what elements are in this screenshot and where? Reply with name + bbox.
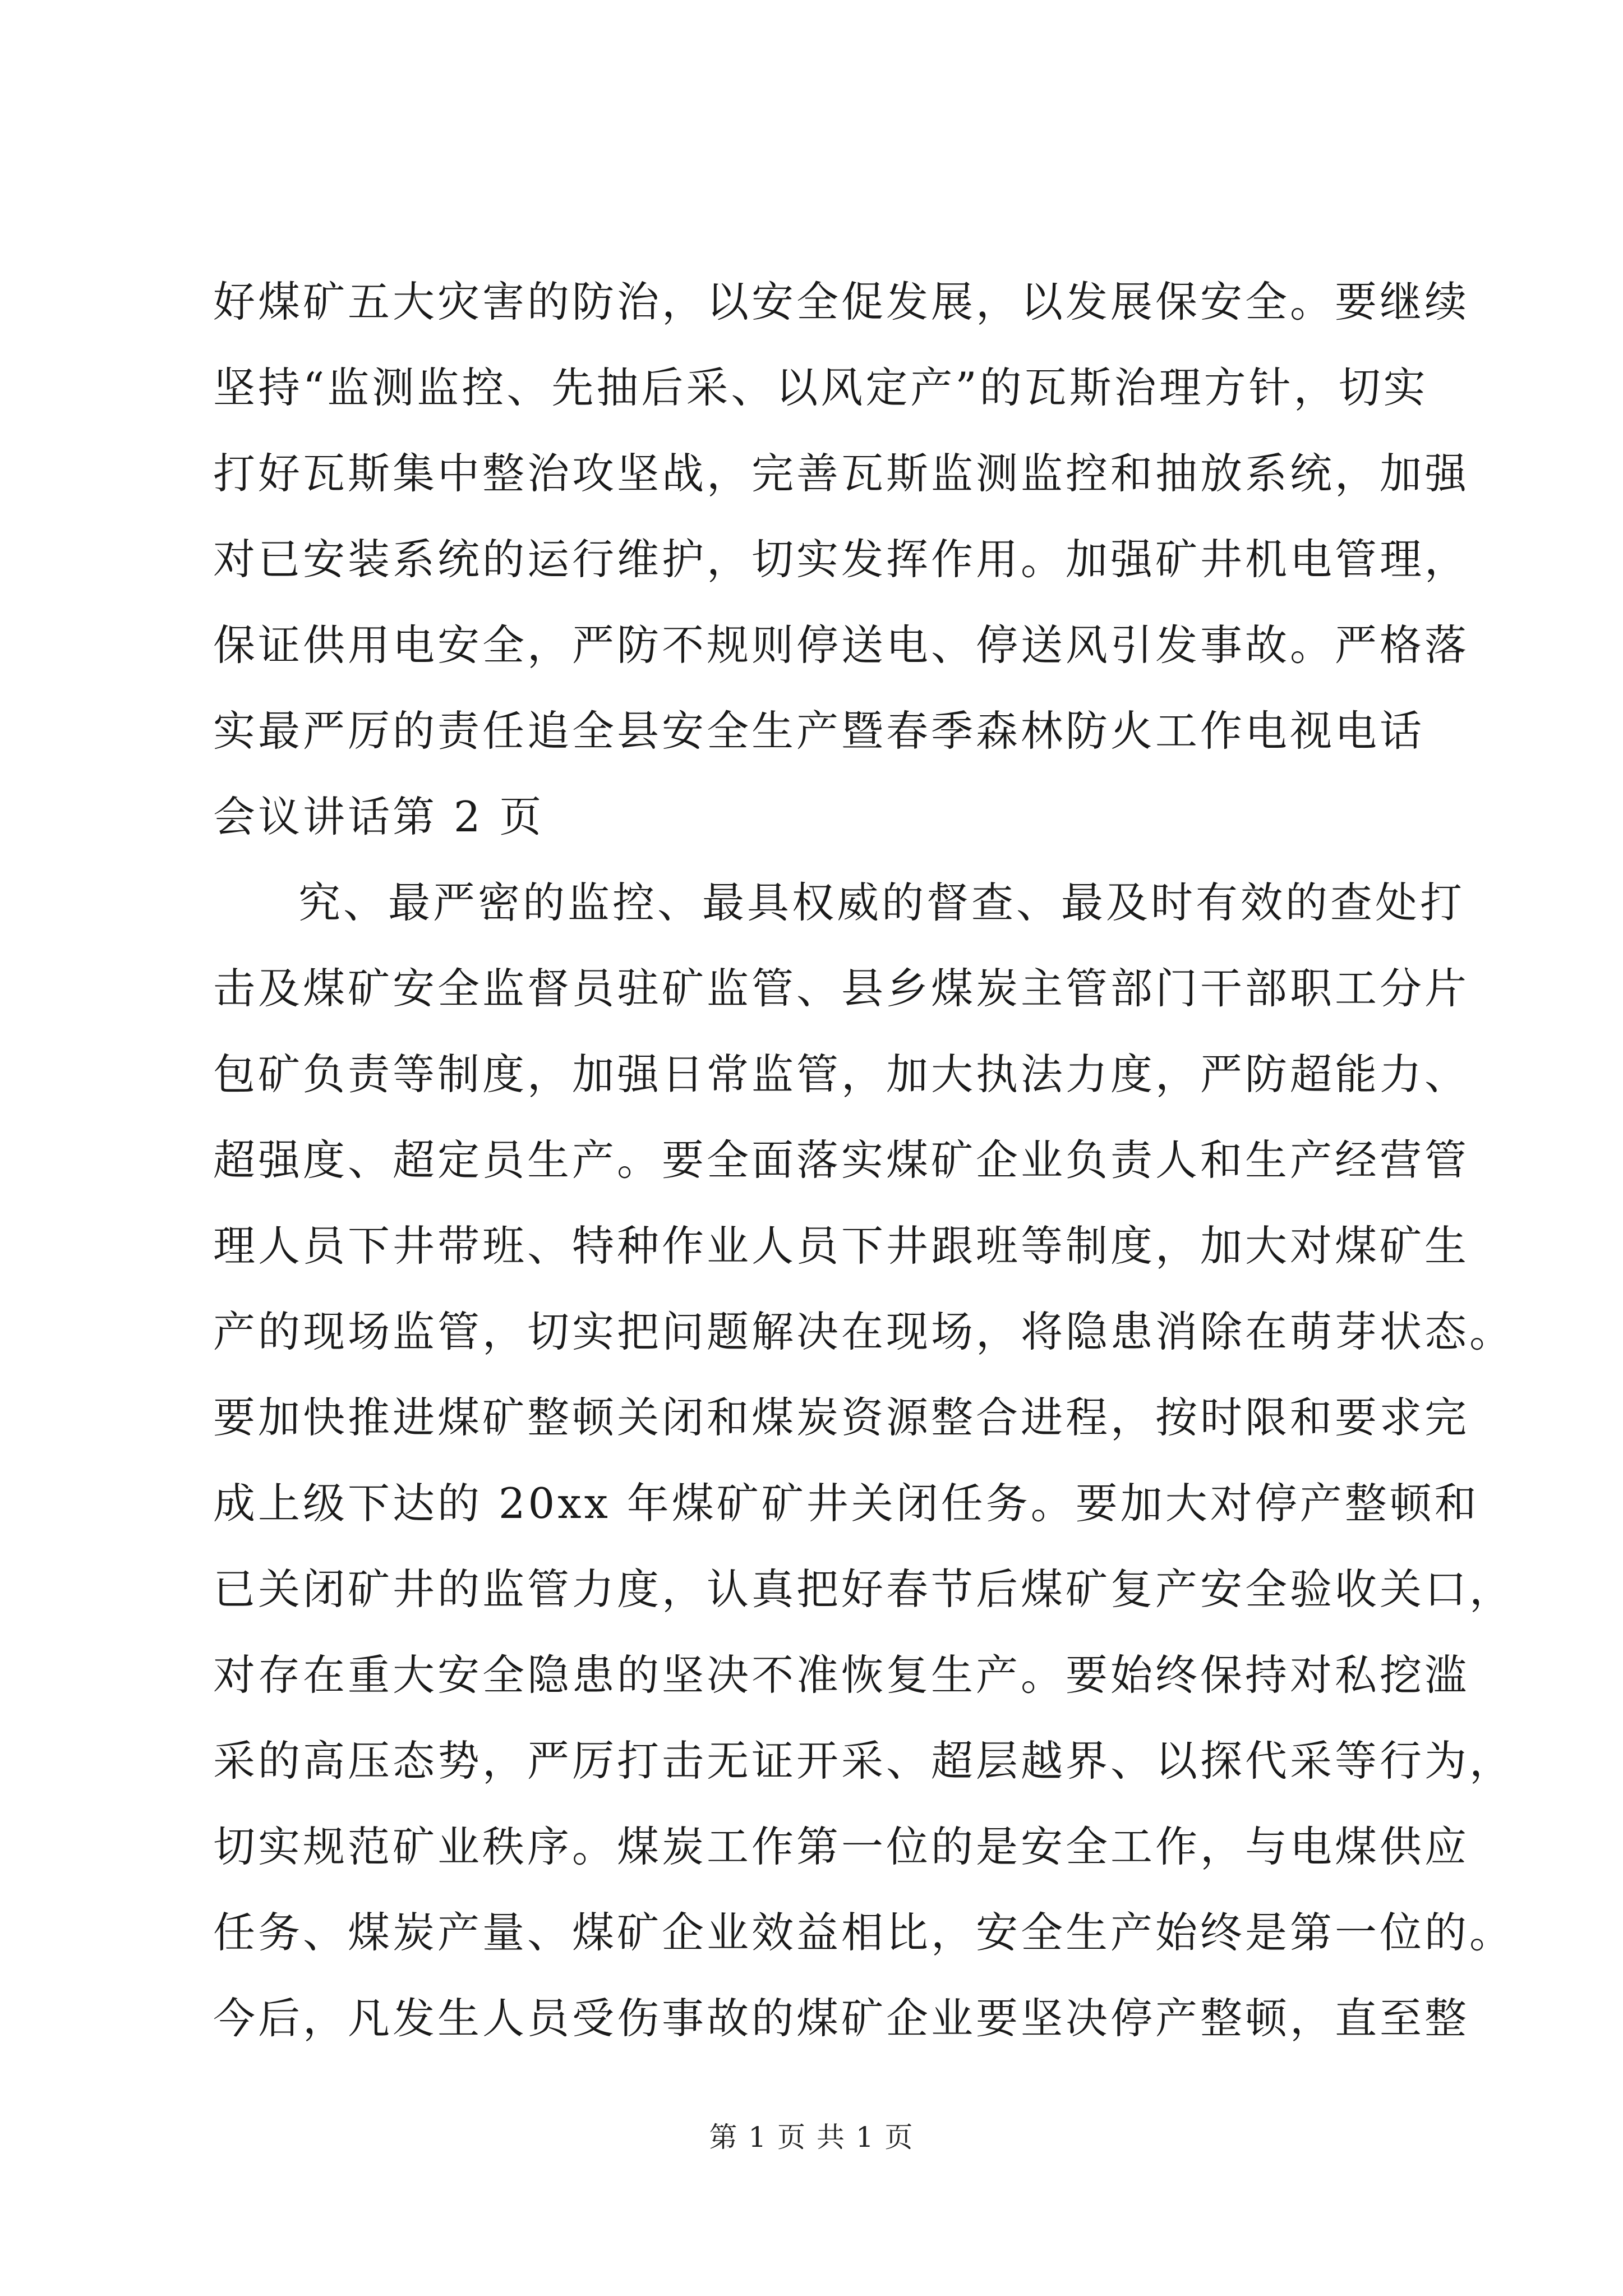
page-number-footer: 第 1 页 共 1 页 [709,2121,914,2154]
text-line: 坚持“监测监控、先抽后采、以风定产”的瓦斯治理方针，切实 [213,363,1428,412]
text-line: 成上级下达的 20xx 年煤矿矿井关闭任务。要加大对停产整顿和 [213,1479,1479,1528]
paragraph-1 [213,259,1470,860]
text-line: 对已安装系统的运行维护，切实发挥作用。加强矿井机电管理， [213,535,1470,584]
paragraph-2 [213,860,1515,2062]
text-line: 保证供用电安全，严防不规则停送电、停送风引发事故。严格落 [213,620,1470,670]
text-line: 超强度、超定员生产。要全面落实煤矿企业负责人和生产经营管 [213,1135,1470,1185]
text-line: 会议讲话第 2 页 [213,792,545,841]
document-body [213,259,1515,2062]
text-line: 已关闭矿井的监管力度，认真把好春节后煤矿复产安全验收关口， [213,1565,1515,1614]
text-line: 理人员下井带班、特种作业人员下井跟班等制度，加大对煤矿生 [213,1221,1470,1271]
text-line: 打好瓦斯集中整治攻坚战，完善瓦斯监测监控和抽放系统，加强 [213,449,1470,498]
text-line: 对存在重大安全隐患的坚决不准恢复生产。要始终保持对私挖滥 [213,1650,1470,1700]
text-line: 究、最严密的监控、最具权威的督查、最及时有效的查处打 [298,878,1465,927]
text-line: 切实规范矿业秩序。煤炭工作第一位的是安全工作，与电煤供应 [213,1822,1470,1871]
text-line: 采的高压态势，严厉打击无证开采、超层越界、以探代采等行为， [213,1736,1515,1786]
text-line: 产的现场监管，切实把问题解决在现场，将隐患消除在萌芽状态。 [213,1307,1515,1356]
text-line: 实最严厉的责任追全县安全生产暨春季森林防火工作电视电话 [213,706,1425,756]
text-line: 击及煤矿安全监督员驻矿监管、县乡煤炭主管部门干部职工分片 [213,964,1470,1013]
text-line: 今后，凡发生人员受伤事故的煤矿企业要坚决停产整顿，直至整 [213,1994,1470,2043]
text-line: 好煤矿五大灾害的防治，以安全促发展，以发展保安全。要继续 [213,277,1470,326]
text-line: 要加快推进煤矿整顿关闭和煤炭资源整合进程，按时限和要求完 [213,1393,1470,1442]
text-line: 包矿负责等制度，加强日常监管，加大执法力度，严防超能力、 [213,1050,1470,1099]
text-line: 任务、煤炭产量、煤矿企业效益相比，安全生产始终是第一位的。 [213,1908,1515,1957]
